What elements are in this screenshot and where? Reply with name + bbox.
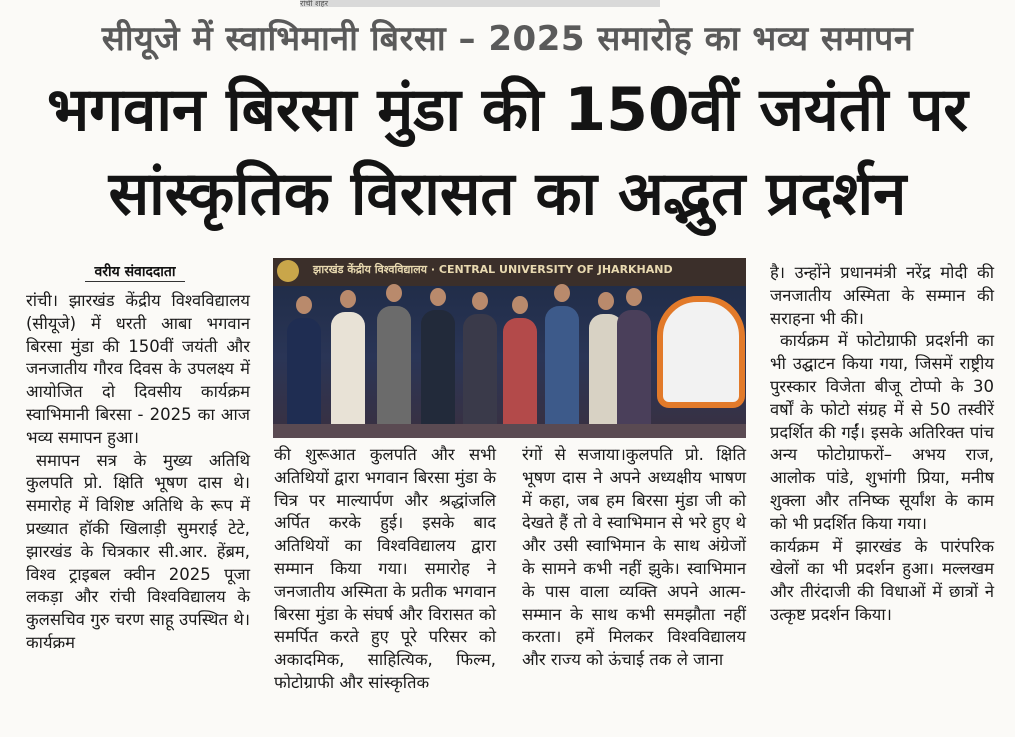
- byline: वरीय संवाददाता: [85, 262, 185, 282]
- stage-floor: [273, 424, 746, 438]
- person-head-icon: [598, 292, 614, 310]
- person-head-icon: [430, 288, 446, 306]
- person-figure-icon: [377, 306, 411, 430]
- person-head-icon: [626, 288, 642, 306]
- paragraph: रांची। झारखंड केंद्रीय विश्वविद्यालय (सीयूजे) में धरती आबा भगवान बिरसा मुंडा की 150वीं जयंती और जनजातीय गौरव दिवस के उपलक्ष्य में आयोजित दो दिवसीय कार्यक्रम स्वाभिमानी बिरसा - 2025 का आज भव्य समापन हुआ।: [26, 291, 250, 447]
- university-logo-icon: [277, 260, 299, 282]
- article-column-4: [770, 262, 994, 627]
- article-column-3: [522, 444, 746, 672]
- photo-banner: [273, 258, 746, 286]
- paragraph: कार्यक्रम में फोटोग्राफी प्रदर्शनी का भी उद्घाटन किया गया, जिसमें राष्ट्रीय पुरस्कार विजेता बीजू टोप्पो के 30 वर्षों के फोटो संग्रह में से 50 तस्वीरें प्रदर्शित की गईं। इसके अतिरिक्त पांच अन्य फोटोग्राफरों– अभय राज, आलोक पांडे, शुभांगी प्रिया, मनीष शुक्ला और तनिष्क सूर्यांश के काम को भी प्रदर्शित किया गया।: [770, 331, 994, 533]
- photo-banner-text: झारखंड केंद्रीय विश्वविद्यालय · CENTRAL UNIVERSITY OF JHARKHAND: [313, 263, 673, 276]
- paragraph: है। उन्होंने प्रधानमंत्री नरेंद्र मोदी की जनजातीय अस्मिता के सम्मान की सराहना भी की।: [770, 263, 994, 328]
- person-figure-icon: [503, 318, 537, 430]
- paragraph: समापन सत्र के मुख्य अतिथि कुलपति प्रो. क्षिति भूषण दास थे। समारोह में विशिष्ट अतिथि के रूप में प्रख्यात हॉकी खिलाड़ी सुमराई टेटे, झारखंड के चित्रकार सी.आर. हेंब्रम, विश्व ट्राइबल क्वीन 2025 पूजा लकड़ा और रांची विश्वविद्यालय के कुलसचिव गुरु चरण साहू उपस्थित थे। कार्यक्रम: [26, 450, 250, 652]
- person-head-icon: [472, 292, 488, 310]
- article-column-1: [26, 290, 250, 655]
- person-figure-icon: [545, 306, 579, 430]
- person-figure-icon: [287, 318, 321, 430]
- event-photo: [273, 258, 746, 438]
- article-column-2: [274, 444, 496, 695]
- paragraph: कार्यक्रम में झारखंड के पारंपरिक खेलों का भी प्रदर्शन हुआ। मल्लखम और तीरंदाजी की विधाओं में छात्रों ने उत्कृष्ट प्रदर्शन किया।: [770, 536, 994, 624]
- person-figure-icon: [421, 310, 455, 430]
- top-strip: रांची शहर: [300, 0, 660, 7]
- person-head-icon: [512, 296, 528, 314]
- paragraph: रंगों से सजाया।कुलपति प्रो. क्षिति भूषण दास ने अपने अध्यक्षीय भाषण में कहा, जब हम बिरसा मुंडा जी को देखते हैं तो वे स्वाभिमान से भरे हुए थे और उसी स्वाभिमान के साथ अंग्रेजों के सामने कभी नहीं झुके। स्वाभिमान के पास वाला व्यक्ति अपने आत्म-सम्मान के साथ कभी समझौता नहीं करता। हमें मिलकर विश्वविद्यालय और राज्य को ऊंचाई तक ले जाना: [522, 445, 746, 670]
- subheadline: सीयूजे में स्वाभिमानी बिरसा – 2025 समारोह का भव्य समापन: [101, 19, 914, 59]
- headline-line-1: भगवान बिरसा मुंडा की 150वीं जयंती पर: [47, 75, 968, 145]
- person-head-icon: [340, 290, 356, 308]
- paragraph: की शुरूआत कुलपति और सभी अतिथियों द्वारा भगवान बिरसा मुंडा के चित्र पर माल्यार्पण और श्रद्धांजलि अर्पित करके हुई। इसके बाद अतिथियों का विश्वविद्यालय द्वारा सम्मान किया गया। समारोह ने जनजातीय अस्मिता के प्रतीक भगवान बिरसा मुंडा के संघर्ष और विरासत को समर्पित करते हुए पूरे परिसर को अकादमिक, साहित्यिक, फिल्म, फोटोग्राफी और सांस्कृतिक: [274, 445, 496, 692]
- person-head-icon: [554, 284, 570, 302]
- person-head-icon: [386, 284, 402, 302]
- headline-line-2: सांस्कृतिक विरासत का अद्भुत प्रदर्शन: [108, 159, 907, 229]
- person-figure-icon: [617, 310, 651, 430]
- portrait-frame-icon: [657, 296, 745, 408]
- person-figure-icon: [331, 312, 365, 430]
- headline: [0, 68, 1015, 236]
- person-figure-icon: [463, 314, 497, 430]
- person-head-icon: [296, 296, 312, 314]
